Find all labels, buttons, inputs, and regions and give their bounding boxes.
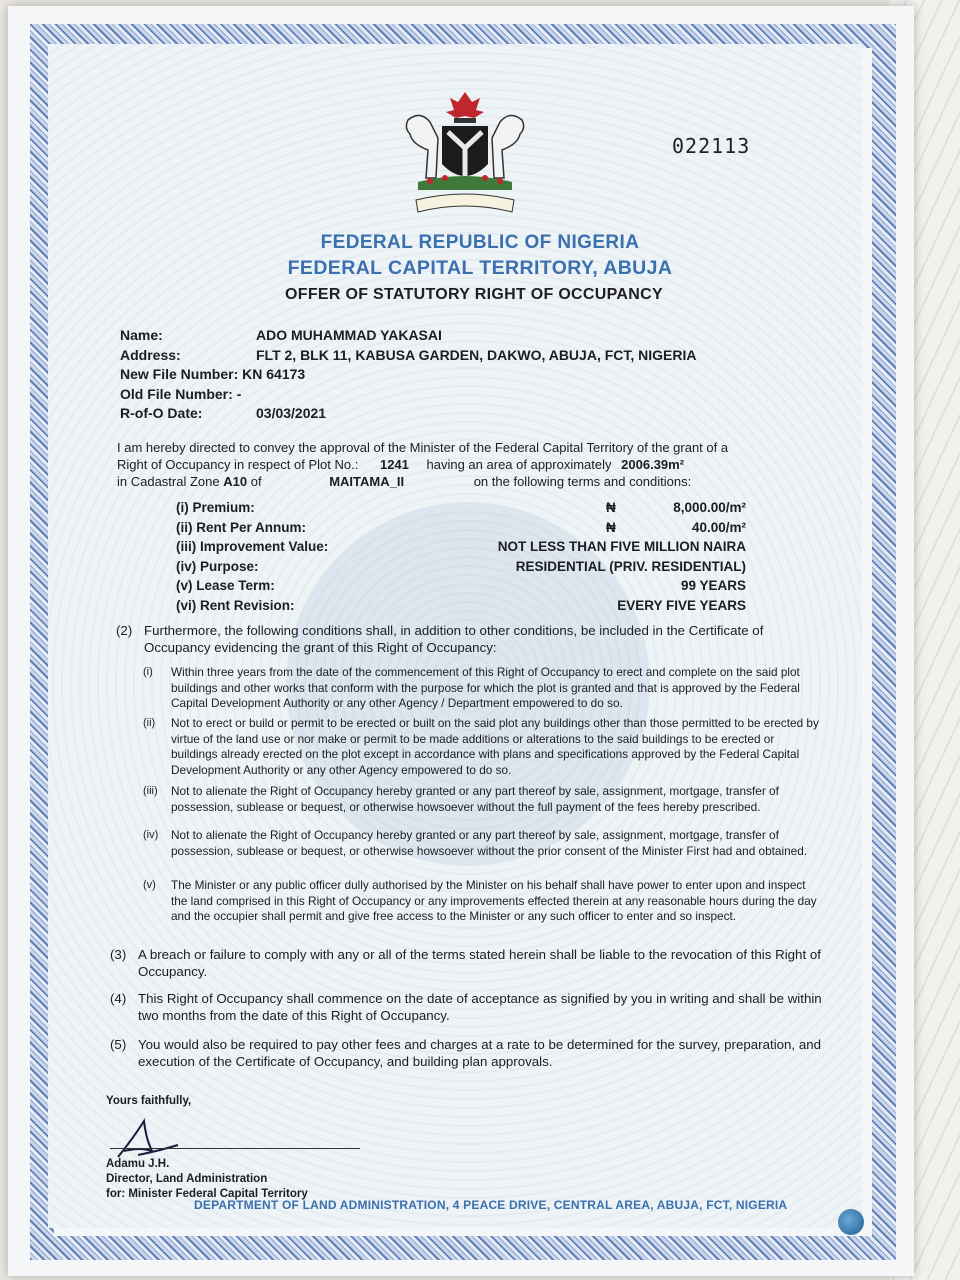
condition-3: (3) A breach or failure to comply with any or all of the terms stated herein shall be liable to the revocation of this Right of Occupancy. [110,947,821,979]
heading-country: FEDERAL REPUBLIC OF NIGERIA [320,232,640,253]
signatory-name: Adamu J.H. [106,1158,170,1170]
sub-condition: (ii) Not to erect or build or permit to be erected or built on the said plot any buildings other than those permitted to be erected by virtue of the land use or nor make or permit to be made additions or alterations to the said buildings to be erected or buildings already erected on the plot except in accordance with plans and specifications approved by the Federal Capital Development Authority or any other Agency empowered to do so. [143,716,819,777]
signatory-for: for: Minister Federal Capital Territory [106,1188,308,1200]
address-label: Address: [120,346,181,363]
name-value: ADO MUHAMMAD YAKASAI [256,327,442,343]
signature-line [110,1148,360,1149]
rofo-date-label: R-of-O Date: [120,405,203,421]
address-value: FLT 2, BLK 11, KABUSA GARDEN, DAKWO, ABUJA, FCT, NIGERIA [256,346,697,363]
terms-list [176,500,746,617]
intro-terms-label: on the following terms and conditions: [473,474,692,489]
condition-4: (4) This Right of Occupancy shall commence on the date of acceptance as signified by you in writing and shall be within two months from the date of this Right of Occupancy. [110,991,822,1023]
condition-5: (5) You would also be required to pay other fees and charges at a rate to be determined for the survey, preparation, and execution of the Certificate of Occupancy, and building plan approvals. [110,1037,822,1069]
serial-number: 022113 [672,134,751,158]
new-file-label: New File Number: [120,366,239,382]
sub-condition: (v) The Minister or any public officer dully authorised by the Minister on his behalf shall have power to enter upon and inspect the land comprised in this Right of Occupancy or any improvements effected therein at any reasonable hours during the day and the occupier shall permit and give free access to the Minister or any such officer to enter and so inspect. [143,878,817,923]
plot-area: 2006.39m² [621,457,685,472]
cadastral-zone: A10 [223,474,248,489]
intro-paragraph [117,439,777,490]
naira-symbol: ₦ [606,519,616,535]
sub-condition: (iv) Not to alienate the Right of Occupancy hereby granted or any part thereof by sale, assignment, mortgage, transfer of possession, sublease or bequest, or otherwise howsoever without the prior consent of the Minister First had and obtained. [143,828,808,858]
intro-area-label: having an area of approximately [426,457,612,472]
rofo-date-value: 03/03/2021 [256,405,327,421]
term-row: (ii) Rent Per Annum: ₦ 40.00/m² [176,519,746,535]
term-row: (vi) Rent Revision: EVERY FIVE YEARS [176,597,746,613]
document-title: OFFER OF STATUTORY RIGHT OF OCCUPANCY [285,286,663,303]
signatory-title: Director, Land Administration [106,1173,268,1185]
intro-zone-label: in Cadastral Zone [117,474,220,489]
plot-number: 1241 [379,457,409,472]
sub-condition: (i) Within three years from the date of the commencement of this Right of Occupancy to erect and complete on the said plot buildings and other works that conform with the purpose for which the plot is granted and that is approved by the Federal Capital Development Authority or any other Agency / Department empowered to do so. [143,665,800,710]
globe-seal-icon [838,1209,864,1235]
term-row: (iii) Improvement Value: NOT LESS THAN FIVE MILLION NAIRA [176,539,746,554]
condition-2: (2) Furthermore, the following conditions shall, in addition to other conditions, be included in the Certificate of Occupancy evidencing the grant of this Right of Occupancy: [116,623,764,655]
old-file-label: Old File Number: [120,385,233,402]
sub-condition: (iii) Not to alienate the Right of Occupancy hereby granted or any part thereof by sale, assignment, mortgage, transfer of possession, sublease or bequest, or otherwise howsoever without the full payment of the fees hereby prescribed. [143,784,779,814]
intro-line-2 [117,456,777,473]
term-row: (i) Premium: ₦ 8,000.00/m² [176,500,746,515]
heading-territory: FEDERAL CAPITAL TERRITORY, ABUJA [287,257,673,279]
district-name: MAITAMA_II [329,474,405,489]
term-row: (iv) Purpose: RESIDENTIAL (PRIV. RESIDENTIAL) [176,558,746,574]
intro-of: of [250,474,262,489]
footer-address: DEPARTMENT OF LAND ADMINISTRATION, 4 PEACE DRIVE, CENTRAL AREA, ABUJA, FCT, NIGERIA [194,1198,788,1212]
coat-of-arms-icon [390,86,540,226]
intro-line-3 [117,473,777,490]
naira-symbol: ₦ [606,500,616,515]
old-file-value: - [236,385,242,402]
name-label: Name: [120,327,163,343]
intro-plot-label: Right of Occupancy in respect of Plot No.: [117,457,359,472]
closing-text: Yours faithfully, [106,1095,192,1107]
term-row: (v) Lease Term: 99 YEARS [176,578,746,593]
intro-line-1: I am hereby directed to convey the approval of the Minister of the Federal Capital Territory of the grant of a [117,440,729,455]
applicant-details [120,326,697,424]
new-file-value: KN 64173 [242,366,306,382]
